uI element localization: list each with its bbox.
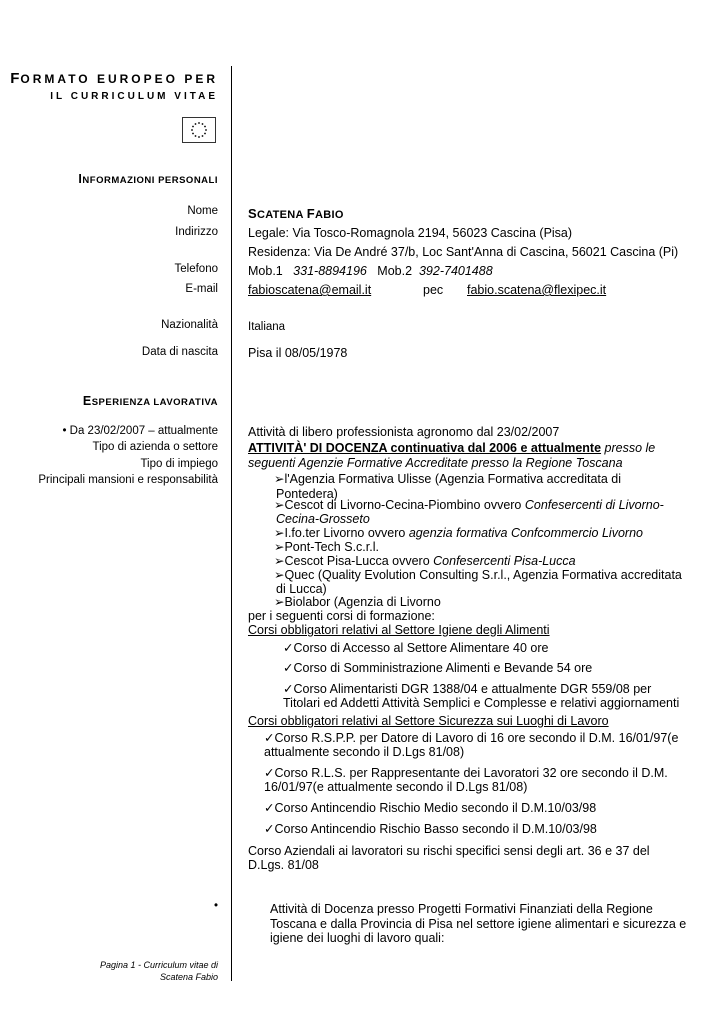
course-item: ✓Corso Antincendio Rischio Medio secondo il D.M.10/03/98 (264, 801, 597, 815)
page-footer: Pagina 1 - Curriculum vitae di Scatena Fabio (99, 960, 218, 982)
label-data-nascita: Data di nascita (141, 346, 218, 358)
courses-intro: per i seguenti corsi di formazione: (248, 609, 435, 623)
teaching-title: ATTIVITÀ' DI DOCENZA continuativa dal 2006 e attualmente presso le (248, 441, 656, 455)
course-item-cont: Titolari ed Addetti Attività Semplici e Complesse e relativi aggiornamenti (283, 696, 680, 710)
label-tipo-azienda: Tipo di azienda o settore (92, 441, 218, 453)
agency-item: ➢Pont-Tech S.c.r.l. (274, 540, 379, 554)
label-email: E-mail (185, 283, 218, 295)
course-item: ✓Corso R.L.S. per Rappresentante dei Lavoratori 32 ore secondo il D.M. (264, 766, 668, 780)
section-personal-info: INFORMAZIONI PERSONALI (78, 172, 218, 186)
agency-item: ➢Biolabor (Agenzia di Livorno (274, 595, 441, 609)
agency-item: ➢l'Agenzia Formativa Ulisse (Agenzia Formativa accreditata di (274, 472, 622, 486)
projects-text: igiene dei luoghi di lavoro quali: (270, 931, 445, 945)
projects-text: Attività di Docenza presso Progetti Formativi Finanziati della Regione (270, 902, 653, 916)
course-item: ✓Corso di Somministrazione Alimenti e Bevande 54 ore (283, 661, 593, 675)
label-tipo-impiego: Tipo di impiego (140, 458, 218, 470)
person-name: SCATENA FABIO (248, 206, 344, 221)
bullet-marker: • (213, 900, 218, 912)
company-courses: Corso Aziendali ai lavoratori su rischi specifici sensi degli art. 36 e 37 del (248, 844, 650, 858)
label-date-range: • Da 23/02/2007 – attualmente (62, 425, 218, 437)
address-legal: Legale: Via Tosco-Romagnola 2194, 56023 Cascina (Pisa) (248, 226, 573, 240)
agency-item-cont: di Lucca) (276, 582, 327, 596)
label-indirizzo: Indirizzo (175, 226, 218, 238)
address-residence: Residenza: Via De André 37/b, Loc Sant'Anna di Cascina, 56021 Cascina (Pi) (248, 245, 679, 259)
projects-text: Toscana e dalla Provincia di Pisa nel settore igiene alimentari e sicurezza e (270, 917, 687, 931)
agency-item-cont: Pontedera) (276, 487, 338, 501)
label-telefono: Telefono (174, 263, 218, 275)
label-nazionalita: Nazionalità (161, 319, 218, 331)
nationality-value: Italiana (248, 321, 286, 333)
course-item: ✓Corso Alimentaristi DGR 1388/04 e attualmente DGR 559/08 per (283, 682, 652, 696)
agency-item: ➢I.fo.ter Livorno ovvero agenzia formativa Confcommercio Livorno (274, 526, 643, 540)
cv-title-line1: FORMATO EUROPEO PER (10, 70, 218, 87)
label-nome: Nome (187, 205, 218, 217)
pec-link[interactable]: fabio.scatena@flexipec.it (467, 283, 607, 297)
course-item-cont: 16/01/97(e attualmente secondo il D.Lgs 81/08) (264, 780, 528, 794)
agency-item-cont: Cecina-Grosseto (276, 512, 370, 526)
teaching-subtitle: seguenti Agenzie Formative Accreditate presso la Regione Toscana (248, 456, 623, 470)
eu-flag-icon (182, 117, 216, 143)
course-item-cont: attualmente secondo il D.Lgs 81/08) (264, 745, 465, 759)
food-courses-heading: Corsi obbligatori relativi al Settore Igiene degli Alimenti (248, 623, 550, 637)
agency-item: ➢Cescot Pisa-Lucca ovvero Confesercenti Pisa-Lucca (274, 554, 576, 568)
email-line (248, 283, 371, 297)
company-courses-cont: D.Lgs. 81/08 (248, 858, 319, 872)
section-work-experience: ESPERIENZA LAVORATIVA (82, 394, 218, 408)
course-item: ✓Corso di Accesso al Settore Alimentare 40 ore (283, 641, 549, 655)
course-item: ✓Corso Antincendio Rischio Basso secondo il D.M.10/03/98 (264, 822, 597, 836)
cv-title-line2: IL CURRICULUM VITAE (50, 91, 218, 102)
column-divider (231, 66, 232, 981)
email-link[interactable]: fabioscatena@email.it (248, 283, 372, 297)
phone-numbers: Mob.1 331-8894196 Mob.2 392-7401488 (248, 264, 493, 278)
safety-courses-heading: Corsi obbligatori relativi al Settore Sicurezza sui Luoghi di Lavoro (248, 714, 609, 728)
pec-label: pec (423, 283, 444, 297)
agency-item: ➢Quec (Quality Evolution Consulting S.r.l., Agenzia Formativa accreditata (274, 568, 682, 582)
label-mansioni: Principali mansioni e responsabilità (38, 474, 218, 486)
agency-item: ➢Cescot di Livorno-Cecina-Piombino ovvero Confesercenti di Livorno- (274, 498, 664, 512)
birth-value: Pisa il 08/05/1978 (248, 346, 348, 360)
course-item: ✓Corso R.S.P.P. per Datore di Lavoro di 16 ore secondo il D.M. 16/01/97(e (264, 731, 679, 745)
experience-intro: Attività di libero professionista agronomo dal 23/02/2007 (248, 425, 560, 439)
